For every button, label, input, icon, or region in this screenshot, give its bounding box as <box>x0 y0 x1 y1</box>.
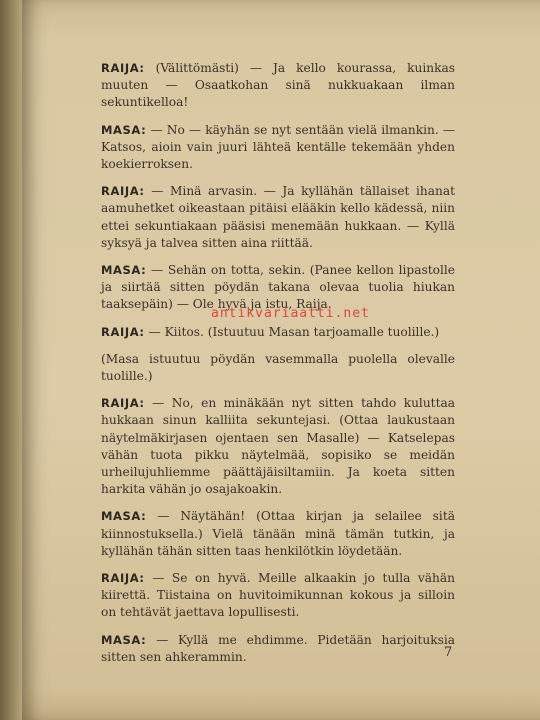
stage-direction <box>101 351 455 385</box>
speaker-name: MASA: <box>101 632 147 647</box>
speaker-name: RAIJA: <box>101 184 145 199</box>
speech-text: — Se on hyvä. Meille alkaakin jo tulla vähän kiirettä. Tiistaina on huvitoimikunnan kokous ja silloin on tehtävät jaettava lopullisesti. <box>101 571 456 620</box>
speech-paragraph <box>101 395 455 498</box>
speaker-name: MASA: <box>101 263 147 278</box>
speech-paragraph <box>101 632 455 666</box>
speech-text: — Kyllä me ehdimme. Pidetään harjoituksia sitten sen ahkerammin. <box>101 632 455 664</box>
speech-paragraph <box>101 570 455 622</box>
speech-text: — No, en minäkään nyt sitten tahdo kuluttaa hukkaan sinun kalliita sekuntejasi. (Ottaa laukustaan näytelmäkirjasen ojentaen sen Masalle) — Katselepas vähän tuota pikku näytelmää, sopisiko se meidän urheilujuhliemme päättäjäisiltamiin. Ja koeta sitten harkita vähän jo osajakoakin. <box>101 396 456 497</box>
speech-paragraph <box>101 60 455 112</box>
speaker-name: RAIJA: <box>101 61 145 75</box>
speech-text: — Näytähän! (Ottaa kirjan ja selailee sitä kiinnostuksella.) Vielä tänään minä tämän tutkin, ja kyllähän tähän sitten taas henkilötkin löydetään. <box>101 509 455 558</box>
speech-paragraph <box>101 324 455 341</box>
speech-text: — Sehän on totta, sekin. (Panee kellon lipastolle ja siirtää sitten pöydän takana olevaa tuolia hiukan taaksepäin) — Ole hyvä ja istu, Raija. <box>101 263 455 312</box>
speaker-name: MASA: <box>101 509 147 524</box>
speaker-name: RAIJA: <box>101 324 145 339</box>
speech-text: — Minä arvasin. — Ja kyllähän tällaiset ihanat aamuhetket oikeastaan pitäisi elääkin kello kädessä, niin ettei sekuntiakaan pääsisi menemään hukkaan. — Kyllä syksyä ja talvea sitten aina riittää. <box>101 184 456 250</box>
speaker-name: RAIJA: <box>101 571 145 586</box>
speech-paragraph <box>101 508 455 560</box>
speech-paragraph <box>101 122 455 174</box>
speech-text: — No — käyhän se nyt sentään vielä ilmankin. — Katsos, aioin vain juuri lähteä kentälle tekemään yhden koekierroksen. <box>101 122 456 172</box>
speaker-name: RAIJA: <box>101 396 145 411</box>
speech-text: (Välittömästi) — Ja kello kourassa, kuinkas muuten — Osaatkohan sinä nukkuakaan ilman sekuntikelloa! <box>101 61 456 110</box>
speech-paragraph <box>101 183 455 252</box>
watermark: antikvariaatti.net <box>211 306 370 321</box>
page-number: 7 <box>444 645 453 660</box>
speech-text: — Kiitos. (Istuutuu Masan tarjoamalle tuolille.) <box>148 324 440 339</box>
speaker-name: MASA: <box>101 122 147 137</box>
dialogue-text-block <box>101 60 455 666</box>
stage-direction-text: (Masa istuutuu pöydän vasemmalla puolella olevalle tuolille.) <box>101 351 455 384</box>
